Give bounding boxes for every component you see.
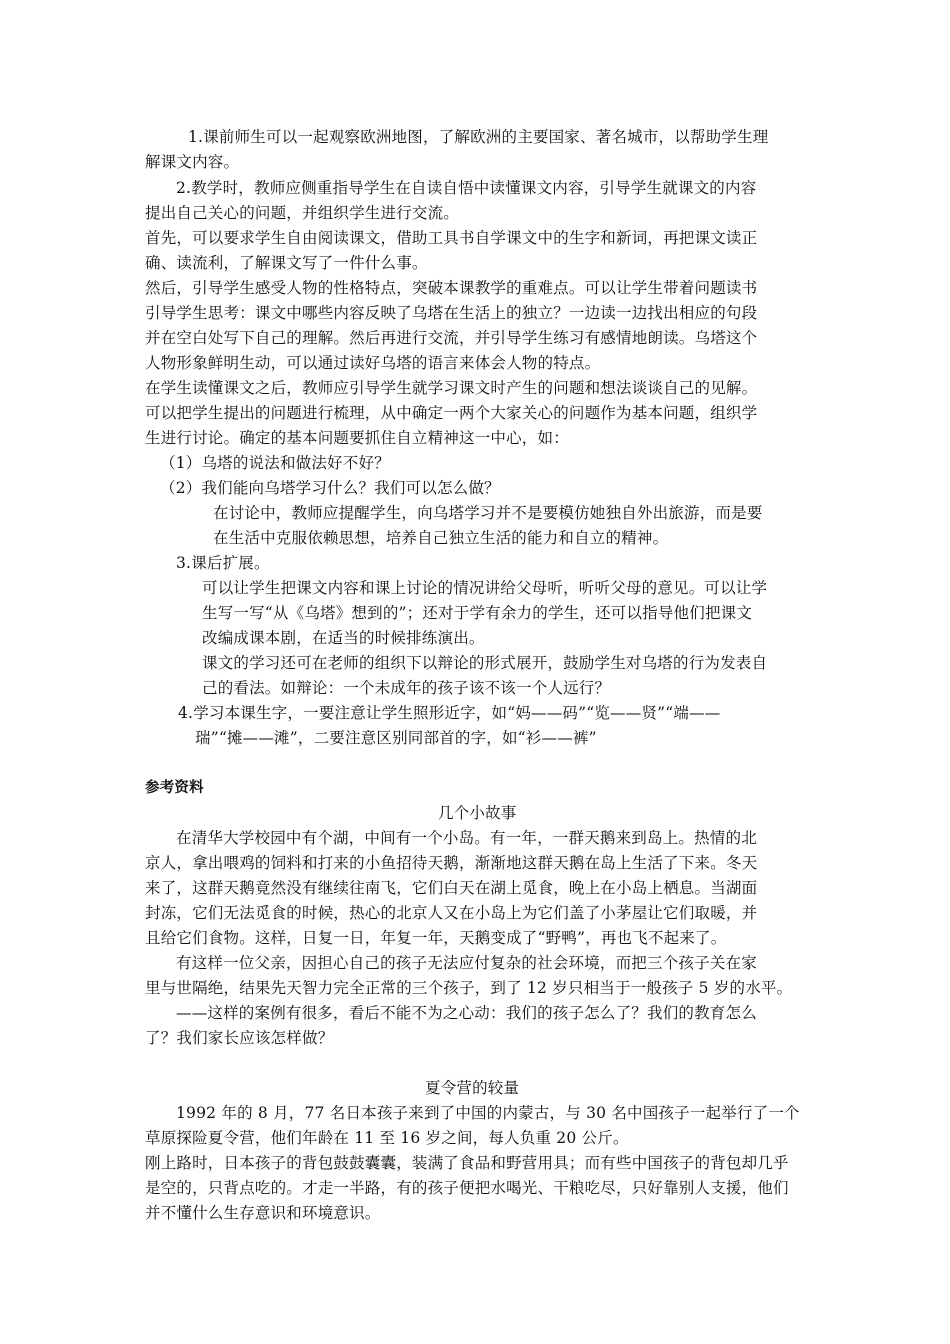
text-line: 2.教学时，教师应侧重指导学生在自读自悟中读懂课文内容，引导学生就课文的内容: [176, 179, 757, 197]
text-line: 1.课前师生可以一起观察欧洲地图，了解欧洲的主要国家、著名城市，以帮助学生理: [188, 128, 769, 146]
text-line: 刚上路时，日本孩子的背包鼓鼓囊囊，装满了食品和野营用具；而有些中国孩子的背包却几乎: [145, 1154, 789, 1172]
text-line: ——这样的案例有很多，看后不能不为之心动：我们的孩子怎么了？我们的教育怎么: [176, 1004, 757, 1022]
question-2: （2）我们能向乌塔学习什么？我们可以怎么做？: [160, 479, 500, 497]
text-line: 在生活中克服依赖思想，培养自己独立生活的能力和自立的精神。: [213, 529, 669, 547]
text-line: 可以让学生把课文内容和课上讨论的情况讲给父母听，听听父母的意见。可以让学: [202, 579, 768, 597]
story-title: 几个小故事: [438, 804, 517, 822]
text-line: 改编成课本剧，在适当的时候排练演出。: [202, 629, 485, 647]
text-line: 首先，可以要求学生自由阅读课文，借助工具书自学课文中的生字和新词，再把课文读正: [145, 229, 758, 247]
text-line: 是空的，只背点吃的。才走一半路，有的孩子便把水喝光、干粮吃尽，只好靠别人支援，他们: [145, 1179, 789, 1197]
text-line: 在清华大学校园中有个湖，中间有一个小岛。有一年，一群天鹅来到岛上。热情的北: [176, 829, 757, 847]
text-line: 可以把学生提出的问题进行梳理，从中确定一两个大家关心的问题作为基本问题，组织学: [145, 404, 758, 422]
text-line: 瑞”“摊——滩”，二要注意区别同部首的字，如“衫——裤”: [195, 729, 597, 747]
story-title: 夏令营的较量: [425, 1079, 520, 1097]
text-line: 4.学习本课生字，一要注意让学生照形近字，如“妈——码”“览——贤”“端——: [178, 704, 721, 722]
text-line: 京人，拿出喂鸡的饲料和打来的小鱼招待天鹅，渐渐地这群天鹅在岛上生活了下来。冬天: [145, 854, 758, 872]
text-line: 且给它们食物。这样，日复一日，年复一年，天鹅变成了“野鸭”，再也飞不起来了。: [145, 929, 727, 947]
text-line: 草原探险夏令营，他们年龄在 11 至 16 岁之间，每人负重 20 公斤。: [145, 1129, 629, 1147]
text-line: 人物形象鲜明生动，可以通过读好乌塔的语言来体会人物的特点。: [145, 354, 601, 372]
text-line: 了？我们家长应该怎样做？: [145, 1029, 334, 1047]
teaching-tip-3-heading: 3.课后扩展。: [176, 554, 270, 572]
reference-heading: 参考资料: [145, 780, 204, 796]
text-line: 生写一写“从《乌塔》想到的”；还对于学有余力的学生，还可以指导他们把课文: [202, 604, 753, 622]
text-line: 并在空白处写下自己的理解。然后再进行交流，并引导学生练习有感情地朗读。乌塔这个: [145, 329, 758, 347]
question-1: （1）乌塔的说法和做法好不好？: [160, 454, 390, 472]
text-line: 里与世隔绝，结果先天智力完全正常的三个孩子，到了 12 岁只相当于一般孩子 5 岁的水平。: [145, 979, 793, 997]
text-line: 解课文内容。: [145, 153, 240, 171]
text-line: 生进行讨论。确定的基本问题要抓住自立精神这一中心，如：: [145, 429, 569, 447]
text-line: 1992 年的 8 月，77 名日本孩子来到了中国的内蒙古，与 30 名中国孩子一起举行了一个: [176, 1104, 800, 1122]
text-line: 然后，引导学生感受人物的性格特点，突破本课教学的重难点。可以让学生带着问题读书: [145, 279, 758, 297]
text-line: 引导学生思考：课文中哪些内容反映了乌塔在生活上的独立？一边读一边找出相应的句段: [145, 304, 758, 322]
text-line: 来了，这群天鹅竟然没有继续往南飞，它们白天在湖上觅食，晚上在小岛上栖息。当湖面: [145, 879, 758, 897]
text-line: 己的看法。如辩论：一个未成年的孩子该不该一个人远行？: [202, 679, 611, 697]
text-line: 课文的学习还可在老师的组织下以辩论的形式展开，鼓励学生对乌塔的行为发表自: [202, 654, 768, 672]
text-line: 在学生读懂课文之后，教师应引导学生就学习课文时产生的问题和想法谈谈自己的见解。: [145, 379, 758, 397]
text-line: 在讨论中，教师应提醒学生，向乌塔学习并不是要模仿她独自外出旅游，而是要: [213, 504, 763, 522]
text-line: 有这样一位父亲，因担心自己的孩子无法应付复杂的社会环境，而把三个孩子关在家: [176, 954, 757, 972]
text-line: 封冻，它们无法觅食的时候，热心的北京人又在小岛上为它们盖了小茅屋让它们取暖，并: [145, 904, 758, 922]
text-line: 并不懂什么生存意识和环境意识。: [145, 1204, 381, 1222]
text-line: 确、读流利，了解课文写了一件什么事。: [145, 254, 428, 272]
text-line: 提出自己关心的问题，并组织学生进行交流。: [145, 204, 460, 222]
